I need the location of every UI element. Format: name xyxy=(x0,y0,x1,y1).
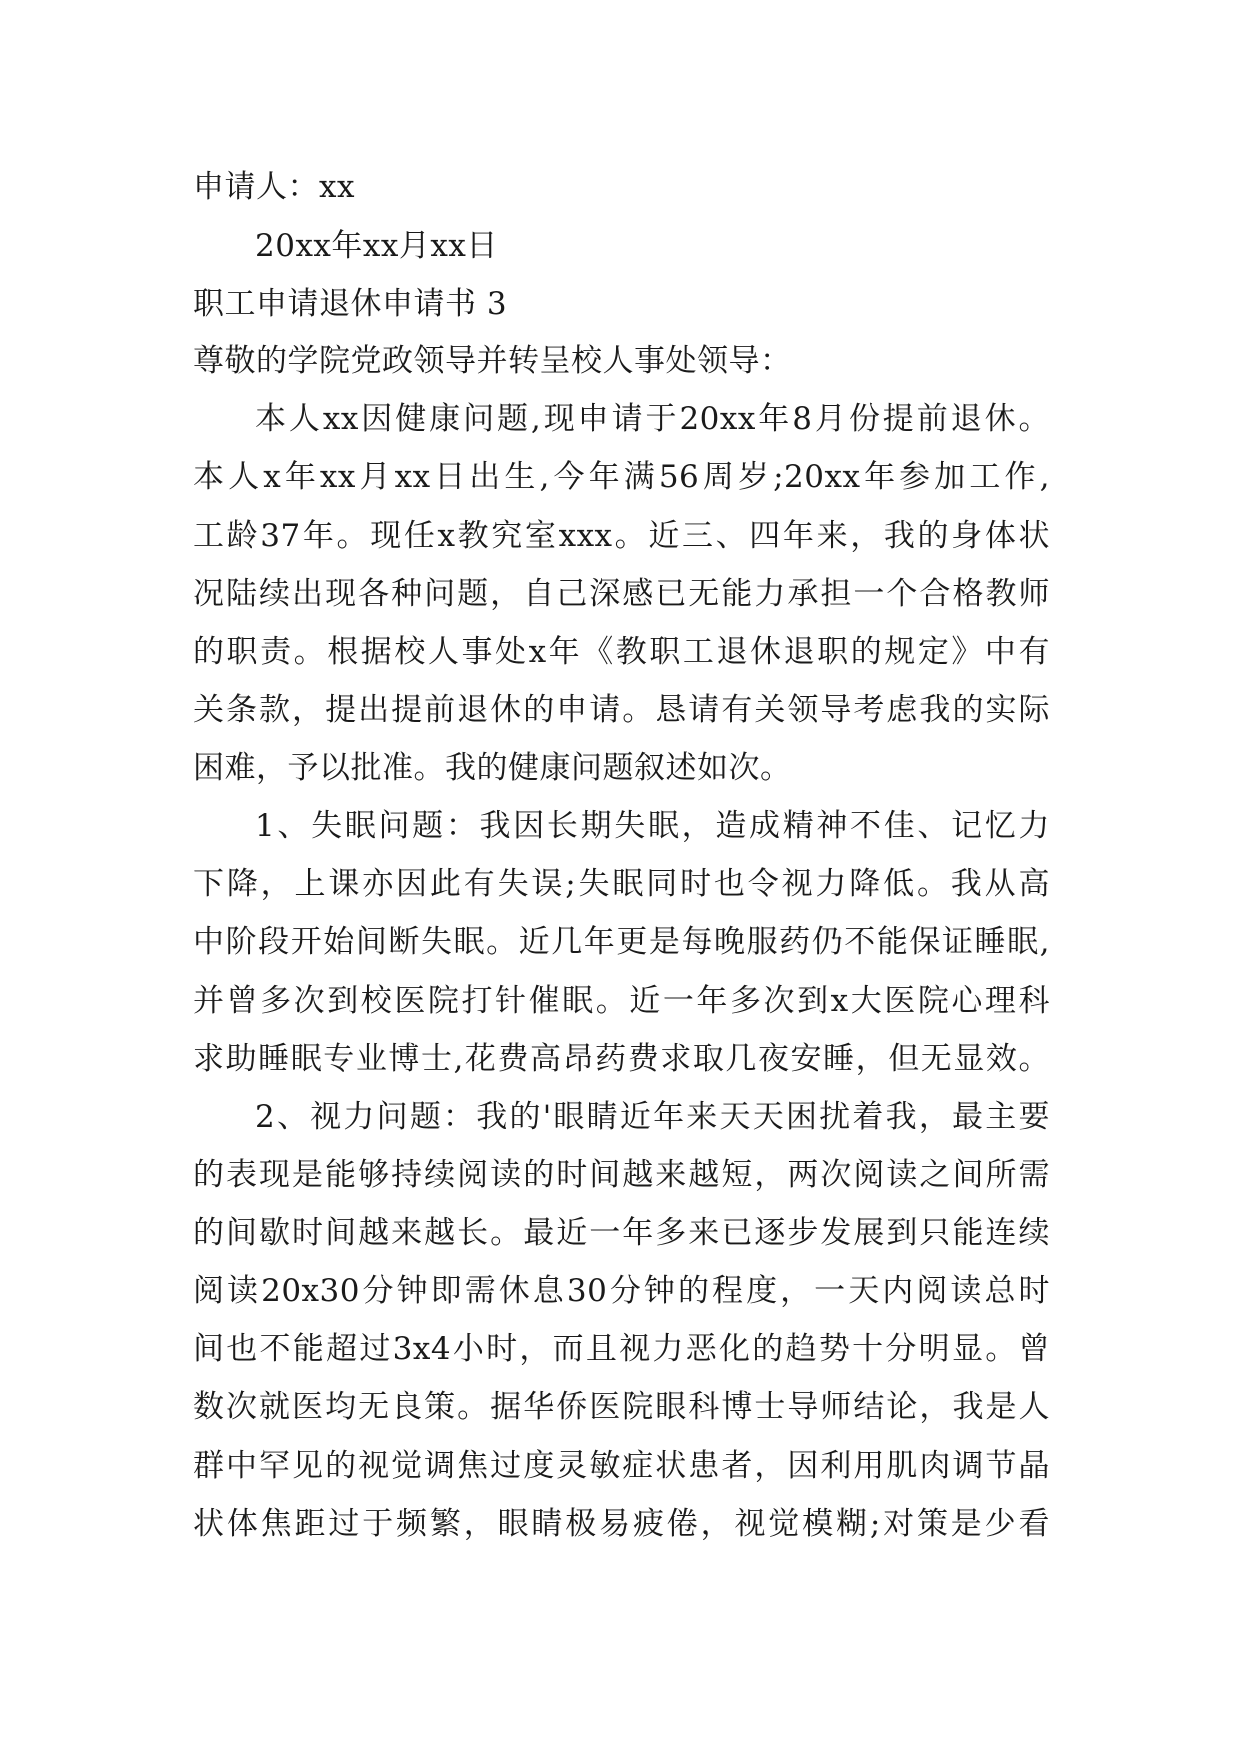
body-line: 的表现是能够持续阅读的时间越来越短，两次阅读之间所需 xyxy=(193,1157,1050,1193)
body-line: 群中罕见的视觉调焦过度灵敏症状患者，因利用肌肉调节晶 xyxy=(193,1448,1050,1484)
body-line: 中阶段开始间断失眠。近几年更是每晚服药仍不能保证睡眠, xyxy=(193,924,1050,960)
salutation: 尊敬的学院党政领导并转呈校人事处领导： xyxy=(193,343,792,379)
body-line: 状体焦距过于频繁，眼睛极易疲倦，视觉模糊;对策是少看 xyxy=(193,1506,1050,1542)
body-line: 阅读20x30分钟即需休息30分钟的程度，一天内阅读总时 xyxy=(193,1273,1050,1309)
body-line: 的间歇时间越来越长。最近一年多来已逐步发展到只能连续 xyxy=(193,1215,1050,1251)
applicant-line: 申请人：xx xyxy=(193,169,355,205)
body-line: 下降，上课亦因此有失误;失眠同时也令视力降低。我从高 xyxy=(193,866,1050,902)
body-line: 工龄37年。现任x教究室xxx。近三、四年来，我的身体状 xyxy=(193,518,1050,554)
body-line: 本人x年xx月xx日出生,今年满56周岁;20xx年参加工作, xyxy=(193,459,1050,495)
document-title: 职工申请退休申请书 3 xyxy=(193,286,508,322)
body-line: 本人xx因健康问题,现申请于20xx年8月份提前退休。 xyxy=(255,401,1050,437)
date-line: 20xx年xx月xx日 xyxy=(255,228,498,264)
body-line: 1、失眠问题：我因长期失眠，造成精神不佳、记忆力 xyxy=(255,808,1050,844)
body-line: 间也不能超过3x4小时，而且视力恶化的趋势十分明显。曾 xyxy=(193,1331,1050,1367)
body-line: 并曾多次到校医院打针催眠。近一年多次到x大医院心理科 xyxy=(193,983,1050,1019)
body-line: 的职责。根据校人事处x年《教职工退休退职的规定》中有 xyxy=(193,634,1050,670)
body-line: 况陆续出现各种问题，自己深感已无能力承担一个合格教师 xyxy=(193,576,1050,612)
body-line: 关条款，提出提前退休的申请。恳请有关领导考虑我的实际 xyxy=(193,692,1050,728)
body-line: 求助睡眠专业博士,花费高昂药费求取几夜安睡，但无显效。 xyxy=(193,1041,1050,1077)
body-line: 数次就医均无良策。据华侨医院眼科博士导师结论，我是人 xyxy=(193,1389,1050,1425)
body-line: 困难，予以批准。我的健康问题叙述如次。 xyxy=(193,750,792,786)
body-line: 2、视力问题：我的'眼睛近年来天天困扰着我，最主要 xyxy=(255,1099,1050,1135)
